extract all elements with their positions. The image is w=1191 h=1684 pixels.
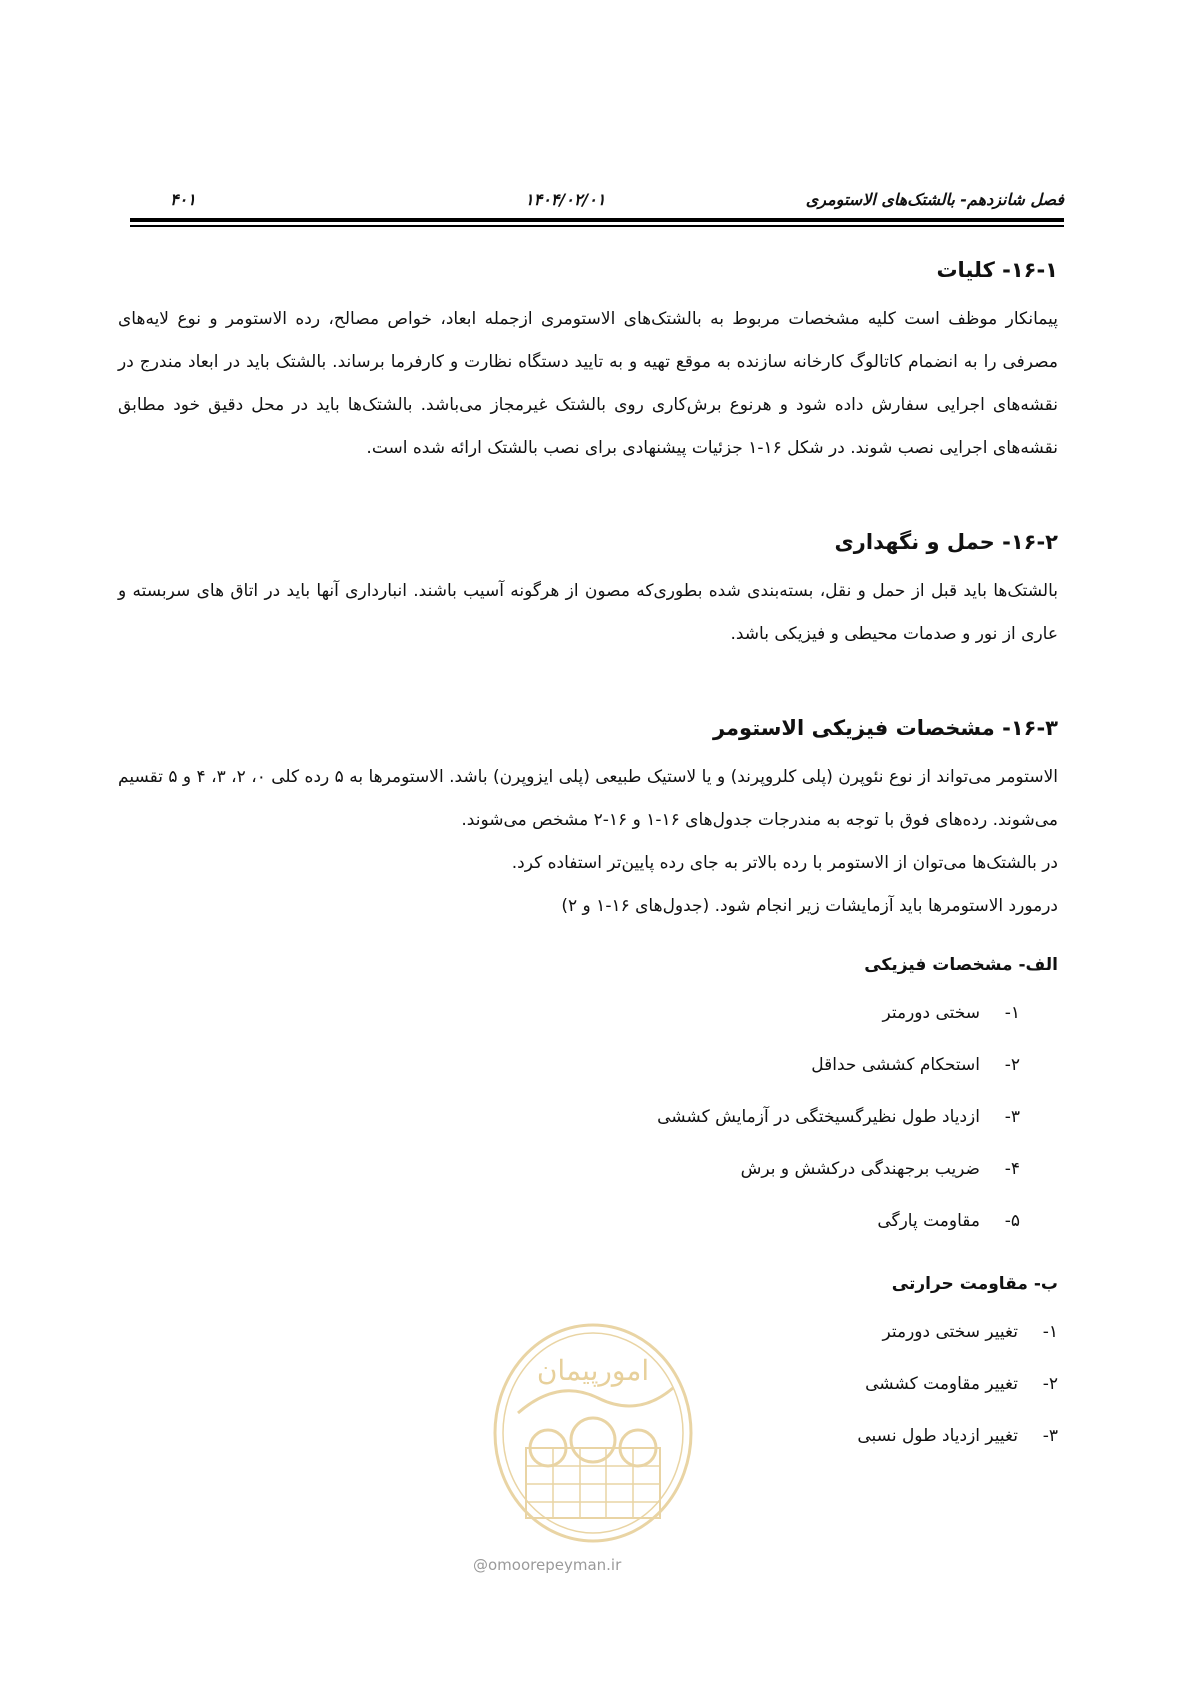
watermark-seal-icon — [488, 1318, 698, 1558]
chapter-title: فصل شانزدهم- بالشتک‌های الاستومری — [805, 190, 1064, 209]
list-item: ۳- تغییر ازدیاد طول نسبی — [857, 1426, 1058, 1446]
list-item: ۴- ضریب برجهندگی درکشش و برش — [740, 1159, 1020, 1179]
section-line-tests: درمورد الاستومرها باید آزمایشات زیر انجام شود. (جدول‌های ۱۶-۱ و ۲) — [561, 896, 1058, 916]
list-item: ۱- تغییر سختی دورمتر — [882, 1322, 1058, 1342]
main-content — [118, 250, 1058, 1462]
section-body-physical: الاستومر می‌تواند از نوع نئوپرن (پلی کلروپرند) و یا لاستیک طبیعی (پلی ایزوپرن) باشد. الاستومرها به ۵ رده کلی ۰، ۲، ۳، ۴ و ۵ تقسیم می‌شوند. رده‌های فوق با توجه به مندرجات جدول‌های ۱۶-۱ و ۱۶-۲ مشخص می‌شوند. — [118, 767, 1058, 830]
section-heading-general: ۱۶-۱- کلیات — [936, 258, 1058, 282]
header-rule-thin — [130, 225, 1064, 227]
list-item: ۱- سختی دورمتر — [882, 1003, 1020, 1023]
page-number: ۴۰۱ — [170, 190, 196, 209]
watermark-caption: @omoorepeyman.ir — [473, 1556, 622, 1574]
group-a-title: الف- مشخصات فیزیکی — [864, 955, 1058, 975]
group-a-list — [118, 987, 1058, 1247]
section-body-transport: بالشتک‌ها باید قبل از حمل و نقل، بسته‌بندی شده بطوری‌که مصون از هرگونه آسیب باشند. انبارداری آنها باید در اتاق های سربسته و عاری از نور و صدمات محیطی و فیزیکی باشد. — [118, 581, 1058, 644]
list-item: ۵- مقاومت پارگی — [877, 1211, 1020, 1231]
svg-text:امورپیمان: امورپیمان — [536, 1354, 650, 1387]
section-heading-transport: ۱۶-۲- حمل و نگهداری — [834, 530, 1058, 554]
section-body-general: پیمانکار موظف است کلیه مشخصات مربوط به بالشتک‌های الاستومری ازجمله ابعاد، خواص مصالح، رده الاستومر و نوع لایه‌های مصرفی را به انضمام کاتالوگ کارخانه سازنده به موقع تهیه و به تایید دستگاه نظارت و کارفرما برساند. بالشتک باید در ابعاد مندرج در نقشه‌های اجرایی سفارش داده شود و هرنوع برش‌کاری روی بالشتک غیرمجاز می‌باشد. بالشتک‌ها باید در محل دقیق خود مطابق نقشه‌های اجرایی نصب شوند. در شکل ۱۶-۱ جزئیات پیشنهادی برای نصب بالشتک ارائه شده است. — [118, 309, 1058, 458]
group-b-title: ب- مقاومت حرارتی — [891, 1274, 1058, 1294]
section-heading-physical: ۱۶-۳- مشخصات فیزیکی الاستومر — [712, 716, 1058, 740]
list-item: ۲- استحکام کششی حداقل — [811, 1055, 1020, 1075]
section-line-grade: در بالشتک‌ها می‌توان از الاستومر با رده بالاتر به جای رده پایین‌تر استفاده کرد. — [511, 853, 1058, 873]
list-item: ۲- تغییر مقاومت کششی — [865, 1374, 1058, 1394]
header-rule-thick — [130, 218, 1064, 222]
header-date: ۱۴۰۴/۰۲/۰۱ — [525, 190, 606, 209]
list-item: ۳- ازدیاد طول نظیرگسیختگی در آزمایش کششی — [657, 1107, 1020, 1127]
page-header — [130, 190, 1064, 214]
